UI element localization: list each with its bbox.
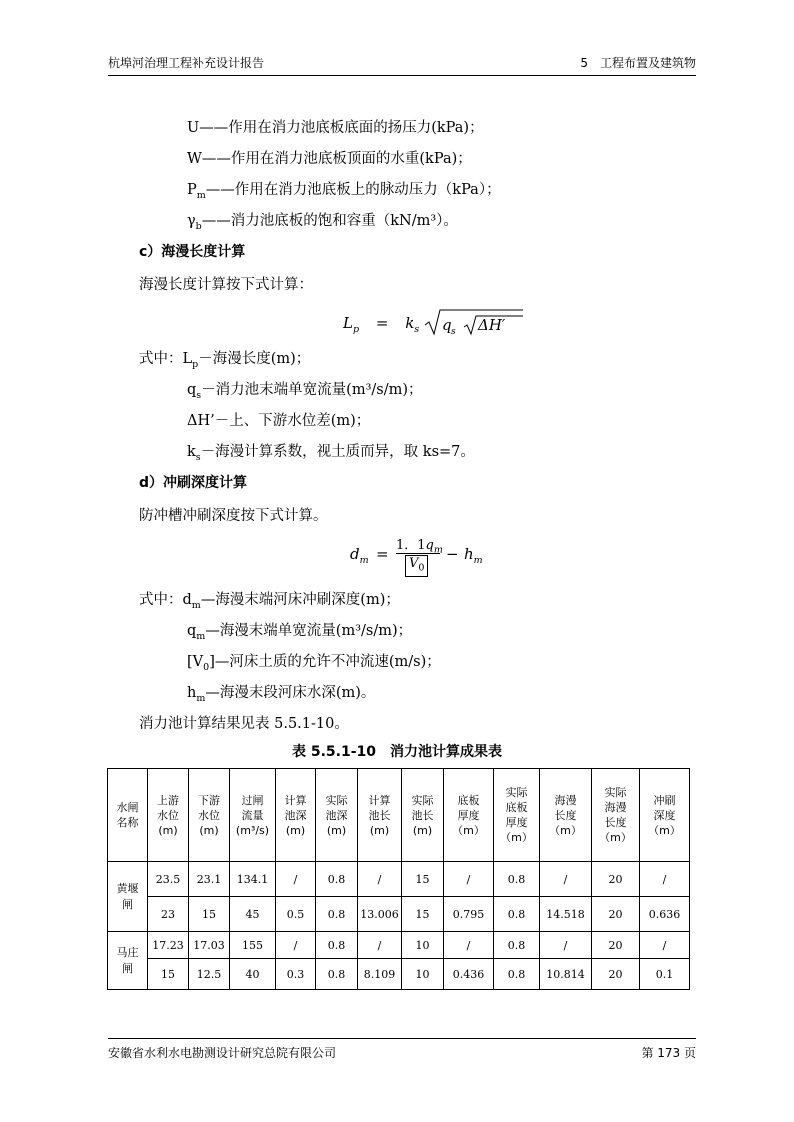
header-line: (m): [158, 823, 178, 837]
table-header-cell: [276, 769, 316, 862]
def3-hm: $h_m—$海漫末段河床水深(m)。: [187, 685, 376, 704]
table-header-cell: [402, 769, 444, 862]
header-line: 冲刷: [653, 793, 676, 807]
header-line: 池长: [368, 808, 391, 822]
table-header-cell: [148, 769, 189, 862]
table-cell: 20: [592, 959, 640, 990]
table-cell: 0.8: [316, 897, 358, 932]
table-header-cell: [540, 769, 592, 862]
table-cell: 0.5: [276, 897, 316, 932]
header-line: (m): [412, 823, 433, 837]
header-line: (m): [369, 823, 390, 837]
table-cell: 23.1: [189, 862, 230, 897]
svg-text:q: q: [441, 316, 452, 334]
header-line: 长度: [554, 808, 577, 822]
table-cell: 15: [148, 959, 189, 990]
table-header-cell: [108, 769, 148, 862]
sluice-name-cell: [108, 932, 148, 990]
table-cell: 0.8: [494, 897, 540, 932]
header-line: 厚度: [457, 808, 480, 822]
table-cell: 0.8: [494, 959, 540, 990]
table-cell: /: [540, 932, 592, 959]
table-cell: 0.8: [316, 862, 358, 897]
table-cell: 15: [189, 897, 230, 932]
result-note: 消力池计算结果见表 5.5.1-10。: [139, 716, 349, 732]
footer-rule: [108, 1038, 696, 1039]
table-cell: /: [358, 932, 402, 959]
table-cell: 14.518: [540, 897, 592, 932]
svg-text:ΔH′: ΔH′: [477, 316, 506, 334]
sluice-name-line: 黄堰: [116, 881, 139, 895]
formula-seepage-length: $L_p = k_s$ q s ΔH′: [343, 308, 524, 338]
table-row: [108, 862, 690, 897]
header-line: 池深: [284, 808, 307, 822]
header-line: (m): [285, 823, 306, 837]
table-cell: 12.5: [189, 959, 230, 990]
table-cell: 0.8: [494, 862, 540, 897]
table-row: [108, 897, 690, 932]
table-cell: 20: [592, 897, 640, 932]
header-line: 流量: [241, 808, 264, 822]
table-cell: 155: [230, 932, 276, 959]
table-caption: 表 5.5.1-10 消力池计算成果表: [291, 744, 503, 760]
header-line: 水位: [157, 808, 179, 822]
table-cell: 0.8: [316, 959, 358, 990]
header-line: 厚度: [505, 816, 528, 829]
results-table: [107, 768, 690, 990]
header-line: 计算: [368, 793, 391, 807]
table-cell: 0.436: [444, 959, 494, 990]
header-line: 长度: [604, 816, 627, 829]
header-line: 名称: [116, 816, 139, 829]
table-cell: 23.5: [148, 862, 189, 897]
table-cell: 8.109: [358, 959, 402, 990]
sqrt-icon: [424, 308, 524, 338]
table-row: [108, 932, 690, 959]
footer-page-number: 第 173 页: [641, 1046, 696, 1060]
header-line: 上游: [157, 793, 179, 807]
header-line: 水闸: [116, 801, 139, 814]
header-line: 实际: [325, 793, 348, 807]
table-cell: /: [540, 862, 592, 897]
def-u: U——作用在消力池底板底面的扬压力(kPa)；: [187, 120, 484, 136]
header-line: 池长: [411, 808, 434, 822]
table-header-cell: [444, 769, 494, 862]
table-cell: 0.8: [494, 932, 540, 959]
table-cell: 0.1: [640, 959, 690, 990]
def-pm: $P_m——$作用在消力池底板上的脉动压力（kPa）；: [187, 182, 501, 201]
table-cell: /: [276, 932, 316, 959]
table-cell: /: [358, 862, 402, 897]
header-line: （m）: [452, 823, 485, 837]
svg-text:s: s: [450, 327, 456, 337]
header-line: （m）: [549, 823, 582, 837]
table-cell: 17.03: [189, 932, 230, 959]
table-cell: 10: [402, 959, 444, 990]
table-cell: 15: [402, 897, 444, 932]
table-header-row: [108, 769, 690, 862]
table-cell: 17.23: [148, 932, 189, 959]
table-cell: /: [640, 862, 690, 897]
table-cell: 15: [402, 862, 444, 897]
table-header-cell: [494, 769, 540, 862]
header-line: 计算: [284, 793, 307, 807]
table-header-cell: [640, 769, 690, 862]
header-line: 过闸: [241, 793, 264, 807]
sluice-name-line: 闸: [122, 961, 133, 975]
table-cell: /: [276, 862, 316, 897]
def-gamma-b: $\gamma_b——$消力池底板的饱和容重（kN/m³）。: [187, 213, 458, 232]
header-line: 底板: [457, 793, 480, 807]
section-d-title: d）冲刷深度计算: [139, 475, 248, 491]
sluice-name-line: 马庄: [116, 945, 139, 959]
table-cell: /: [640, 932, 690, 959]
table-cell: 40: [230, 959, 276, 990]
sluice-name-cell: [108, 862, 148, 932]
def2-ks: $k_s-$海漫计算系数，视土质而异，取 ks=7。: [187, 444, 475, 463]
table-cell: /: [444, 932, 494, 959]
section-c-intro: 海漫长度计算按下式计算：: [139, 277, 313, 293]
header-chapter-title: 5 工程布置及建筑物: [580, 56, 696, 70]
header-line: 实际: [505, 786, 528, 799]
def3-qm: $q_m—$海漫末端单宽流量(m³/s/m)；: [187, 623, 413, 642]
header-line: 海漫: [604, 801, 627, 814]
header-line: (m): [199, 823, 219, 837]
table-cell: 10.814: [540, 959, 592, 990]
header-report-title: 杭埠河治理工程补充设计报告: [108, 56, 265, 70]
table-cell: 10: [402, 932, 444, 959]
table-cell: 20: [592, 932, 640, 959]
header-line: （m）: [599, 831, 632, 844]
table-cell: 0.636: [640, 897, 690, 932]
header-rule: [108, 75, 696, 76]
table-header-cell: [358, 769, 402, 862]
header-line: (m): [326, 823, 347, 837]
table-cell: 13.006: [358, 897, 402, 932]
table-cell: /: [444, 862, 494, 897]
table-header-cell: [316, 769, 358, 862]
page-header: [108, 54, 696, 74]
header-line: 深度: [653, 808, 676, 822]
header-line: 实际: [411, 793, 434, 807]
table-cell: 0.795: [444, 897, 494, 932]
def3-dm: 式中：$d_m—$海漫末端河床冲刷深度(m)；: [139, 592, 400, 611]
header-line: (m³/s): [235, 823, 270, 837]
table-cell: 23: [148, 897, 189, 932]
table-cell: 20: [592, 862, 640, 897]
header-line: （m）: [648, 823, 681, 837]
table-cell: 134.1: [230, 862, 276, 897]
footer-institute: 安徽省水利水电勘测设计研究总院有限公司: [108, 1046, 337, 1060]
table-header-cell: [592, 769, 640, 862]
def2-qs: $q_s-$消力池末端单宽流量(m³/s/m)；: [187, 382, 423, 401]
header-line: 下游: [198, 793, 220, 807]
table-row: [108, 959, 690, 990]
header-line: 池深: [325, 808, 348, 822]
section-c-title: c）海漫长度计算: [139, 244, 246, 260]
table-cell: 0.3: [276, 959, 316, 990]
def-w: W——作用在消力池底板顶面的水重(kPa)；: [187, 151, 472, 167]
table-header-cell: [189, 769, 230, 862]
def2-dh: ΔH’－上、下游水位差(m)；: [187, 413, 371, 429]
header-line: 实际: [604, 786, 627, 799]
header-line: 底板: [505, 801, 528, 814]
def2-lp: 式中：$L_p-$海漫长度(m)；: [139, 351, 311, 370]
table-cell: 0.8: [316, 932, 358, 959]
sluice-name-line: 闸: [122, 897, 133, 911]
def3-v0: $[V_0]—$河床土质的允许不冲流速(m/s)；: [187, 654, 441, 673]
header-line: （m）: [500, 831, 533, 844]
section-d-intro: 防冲槽冲刷深度按下式计算。: [139, 508, 328, 524]
header-line: 水位: [198, 808, 220, 822]
header-line: 海漫: [554, 793, 577, 807]
table-header-cell: [230, 769, 276, 862]
table-cell: 45: [230, 897, 276, 932]
